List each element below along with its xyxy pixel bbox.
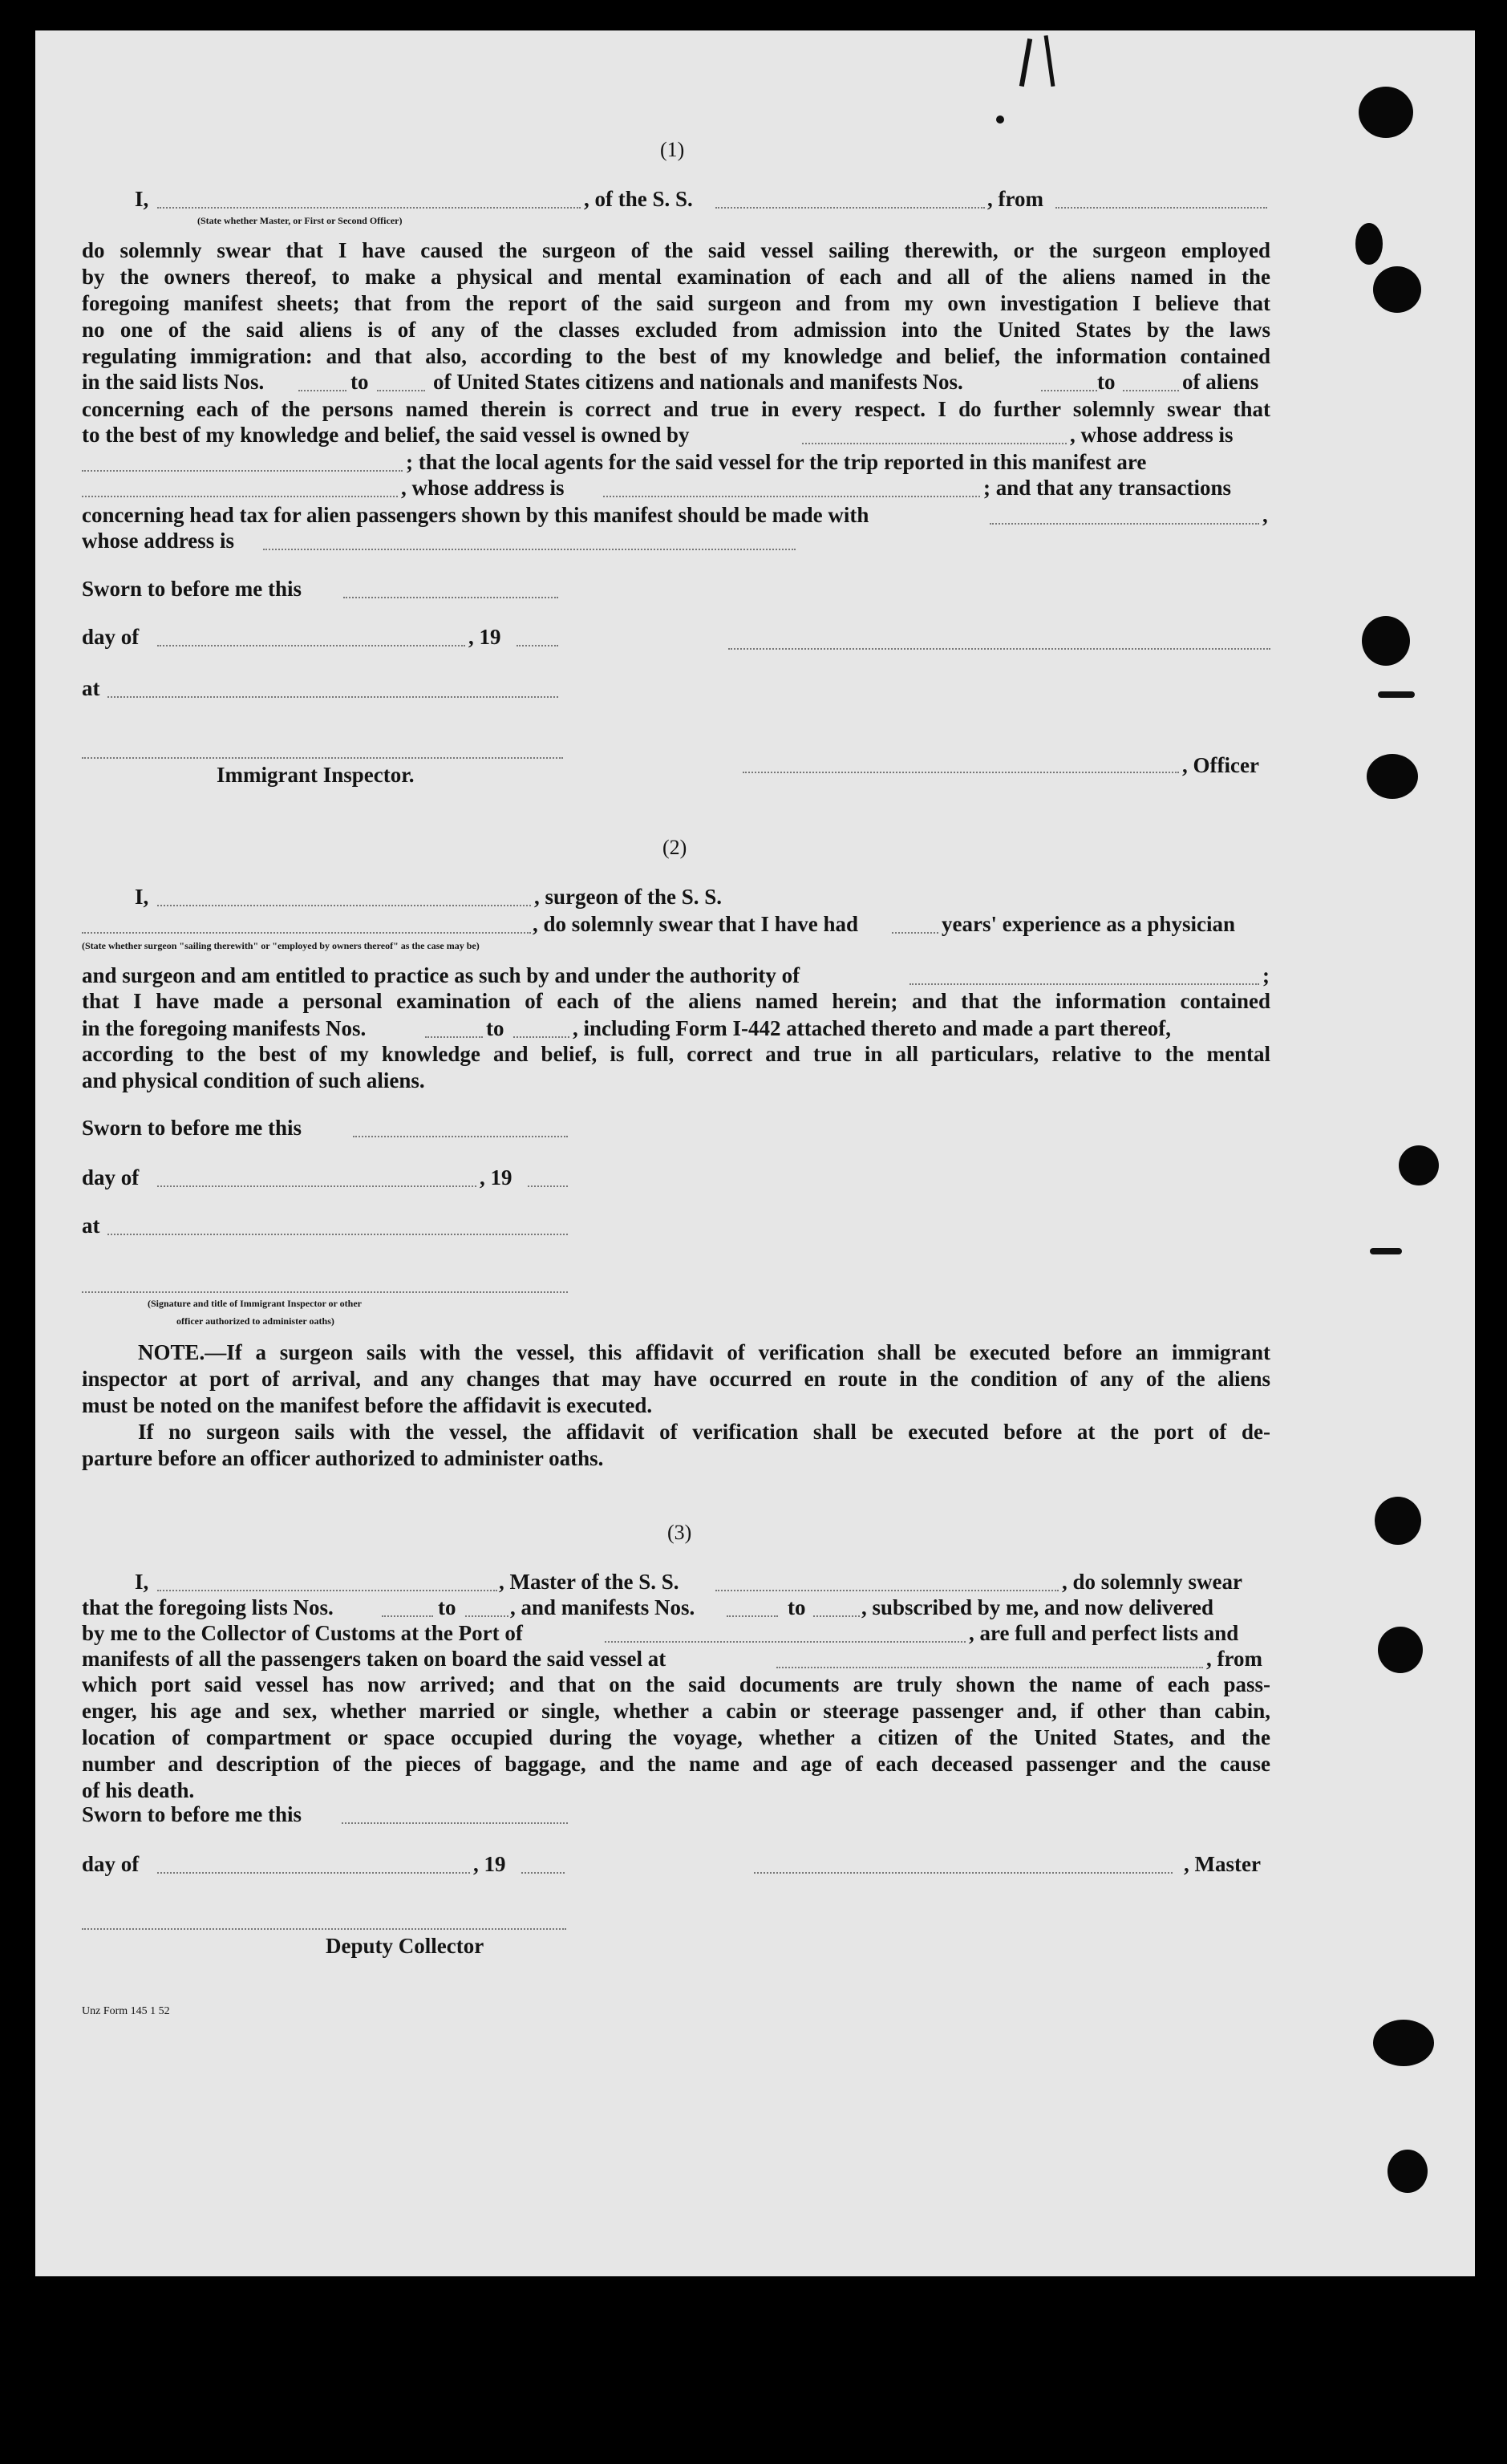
punch-hole (1373, 2020, 1434, 2066)
lists-label: that the foregoing lists Nos. (82, 1595, 334, 1619)
signature-note: (Signature and title of Immigrant Inspector or other (148, 1298, 362, 1309)
manifests-nos-label: in the foregoing manifests Nos. (82, 1016, 367, 1040)
experience-label: , do solemnly swear that I have had (533, 912, 859, 936)
agent-address-label: , whose address is (401, 476, 565, 500)
owner-address-line (82, 470, 403, 472)
master-name-line (157, 1590, 497, 1591)
port-line (605, 1641, 966, 1643)
master-signature-line (754, 1872, 1173, 1874)
semicolon: ; (1262, 963, 1270, 987)
inspector-label: Immigrant Inspector. (217, 763, 415, 787)
head-tax-line (990, 523, 1259, 525)
to-label: to (486, 1016, 504, 1040)
scan-mark (996, 116, 1004, 124)
surgeon-name-line (157, 905, 531, 906)
officer-signature-line (728, 648, 1270, 650)
day-line (157, 645, 465, 646)
deputy-signature-line (82, 1928, 566, 1930)
manifest-from-line (727, 1615, 778, 1617)
at-line (107, 696, 558, 698)
manifest-from-line (425, 1036, 483, 1038)
scan-mark (1378, 691, 1415, 698)
master-label: , Master (1184, 1852, 1261, 1876)
inspector-signature-line (82, 1291, 568, 1293)
agents-line (82, 496, 398, 497)
owner-line (802, 443, 1067, 444)
sworn-label: Sworn to before me this (82, 1116, 302, 1140)
sworn-label: Sworn to before me this (82, 577, 302, 601)
year-line (521, 1872, 565, 1874)
section-number: (1) (660, 138, 685, 161)
solemnly-swear-label: , do solemnly swear (1062, 1570, 1242, 1594)
at-label: at (82, 676, 100, 700)
punch-hole (1367, 754, 1418, 799)
day-line (157, 1185, 476, 1187)
punch-hole (1362, 616, 1410, 666)
to-label: to (350, 370, 369, 394)
surgeon-belief-paragraph: according to the best of my knowledge and belief, is full, correct and true in all particulars, relative to the mental and physical condition of such aliens. (82, 1042, 1270, 1092)
whose-address-line (263, 549, 796, 550)
aliens-label: of aliens (1182, 370, 1259, 394)
year-line (517, 645, 558, 646)
whose-address-label: whose address is (82, 529, 235, 553)
year-label: , 19 (473, 1852, 506, 1876)
to-label: to (788, 1595, 806, 1619)
transactions-label: ; and that any transactions (983, 476, 1232, 500)
form-included-label: , including Form I-442 attached thereto and made a part thereof, (573, 1016, 1171, 1040)
list-from-line (298, 390, 346, 391)
sworn-label: Sworn to before me this (82, 1802, 302, 1826)
agent-address-line (603, 496, 980, 497)
surgeon-exam-line: that I have made a personal examination of each of the aliens named herein; and that the information contained (82, 989, 1270, 1013)
punch-hole (1355, 223, 1383, 265)
manifest-to-line (813, 1615, 860, 1617)
section-number: (2) (662, 836, 687, 859)
lists-nos-label: in the said lists Nos. (82, 370, 265, 394)
concerning-line: concerning each of the persons named therein is correct and true in every respect. I do further solemnly swear that (82, 397, 1270, 421)
physician-label: years' experience as a physician (942, 912, 1235, 936)
vessel-label: , of the S. S. (584, 187, 693, 211)
deputy-collector-label: Deputy Collector (326, 1934, 484, 1958)
day-of-label: day of (82, 625, 140, 649)
taken-on-board-label: manifests of all the passengers taken on board the said vessel at (82, 1647, 666, 1671)
officer-label: , Officer (1182, 753, 1259, 777)
surgeon-status-line (82, 932, 531, 934)
at-line (107, 1234, 568, 1235)
sworn-line (353, 1136, 568, 1137)
departure-port-line (1055, 207, 1267, 209)
surgeon-label: , surgeon of the S. S. (534, 885, 723, 909)
list-to-line (377, 390, 425, 391)
day-line (157, 1872, 470, 1874)
embark-port-line (776, 1667, 1203, 1668)
punch-hole (1387, 2150, 1428, 2193)
year-label: , 19 (480, 1165, 512, 1189)
master-ss-label: , Master of the S. S. (499, 1570, 679, 1594)
affiant-prefix: I, (135, 885, 149, 909)
manifests-label: of United States citizens and nationals and manifests Nos. (433, 370, 963, 394)
list-from-line (382, 1615, 433, 1617)
year-label: , 19 (468, 625, 501, 649)
form-id: Unz Form 145 1 52 (82, 2005, 170, 2017)
manifest-to-line (513, 1036, 569, 1038)
vessel-name-line (715, 1590, 1059, 1591)
master-title-note: (State whether Master, or First or Second Officer) (197, 215, 403, 226)
passenger-details-paragraph: which port said vessel has now arrived; and that on the said documents are truly shown the name of each pass- enger, his age and sex, whether married or single, whether a cabin or steerage passenger and, if other than cabin, location of compartment or space occupied during the voyage, whether a citizen of the United States, and the number and description of the pieces of baggage, and the name and age of each deceased passenger and the cause of his death. (82, 1672, 1270, 1802)
punch-hole (1373, 266, 1421, 313)
inspector-signature-line (82, 757, 563, 759)
perfect-lists-label: , are full and perfect lists and (969, 1621, 1239, 1645)
sworn-line (343, 597, 558, 598)
at-label: at (82, 1214, 100, 1238)
authority-label: and surgeon and am entitled to practice as such by and under the authority of (82, 963, 800, 987)
surgeon-status-note: (State whether surgeon "sailing therewith" or "employed by owners thereof" as the case may be) (82, 940, 480, 951)
affiant-prefix: I, (135, 1570, 149, 1594)
head-tax-label: concerning head tax for alien passengers shown by this manifest should be made with (82, 503, 869, 527)
master-title-line (157, 207, 581, 209)
manifest-from-line (1041, 390, 1097, 391)
day-of-label: day of (82, 1165, 140, 1189)
note-paragraph: NOTE.—If a surgeon sails with the vessel, this affidavit of verification shall be executed before an immigrant inspector at port of arrival, and any changes that may have occurred en route in the condition of any of the aliens must be noted on the manifest before the affidavit is executed. If no surgeon sails with the vessel, the affidavit of verification shall be executed before at the port of de- parture before an officer authorized to administer oaths. (82, 1340, 1270, 1470)
vessel-name-line (715, 207, 985, 209)
punch-hole (1378, 1627, 1423, 1673)
scan-mark (1370, 1248, 1402, 1254)
sworn-line (342, 1822, 568, 1824)
section-number: (3) (667, 1521, 692, 1544)
authority-line (909, 983, 1259, 985)
to-label: to (438, 1595, 456, 1619)
comma: , (1262, 503, 1268, 527)
manifests-label: , and manifests Nos. (510, 1595, 695, 1619)
officer-line (743, 772, 1179, 773)
to-label: to (1097, 370, 1116, 394)
from-label: , from (1206, 1647, 1262, 1671)
list-to-line (465, 1615, 508, 1617)
day-of-label: day of (82, 1852, 140, 1876)
punch-hole (1359, 87, 1413, 138)
oath-paragraph: do solemnly swear that I have caused the surgeon of the said vessel sailing therewith, or the surgeon employed by the owners thereof, to make a physical and mental examination of each and all of the aliens named in the foregoing manifest sheets; that from the report of the said surgeon and from my own investigation I believe that no one of the said aliens is of any of the classes excluded from admission into the United States by the laws regulating immigration: and that also, according to the best of my knowledge and belief, the information contained (82, 238, 1270, 368)
punch-hole (1375, 1497, 1421, 1545)
punch-hole (1399, 1145, 1439, 1185)
years-line (892, 932, 938, 934)
year-line (528, 1185, 568, 1187)
owner-address-label: , whose address is (1070, 423, 1234, 447)
delivered-label: , subscribed by me, and now delivered (861, 1595, 1214, 1619)
affiant-prefix: I, (135, 187, 149, 211)
collector-label: by me to the Collector of Customs at the Port of (82, 1621, 523, 1645)
agents-label: ; that the local agents for the said vessel for the trip reported in this manifest are (406, 450, 1147, 474)
manifest-to-line (1123, 390, 1179, 391)
signature-note: officer authorized to administer oaths) (176, 1315, 334, 1327)
from-label: , from (987, 187, 1043, 211)
owned-by-label: to the best of my knowledge and belief, the said vessel is owned by (82, 423, 690, 447)
